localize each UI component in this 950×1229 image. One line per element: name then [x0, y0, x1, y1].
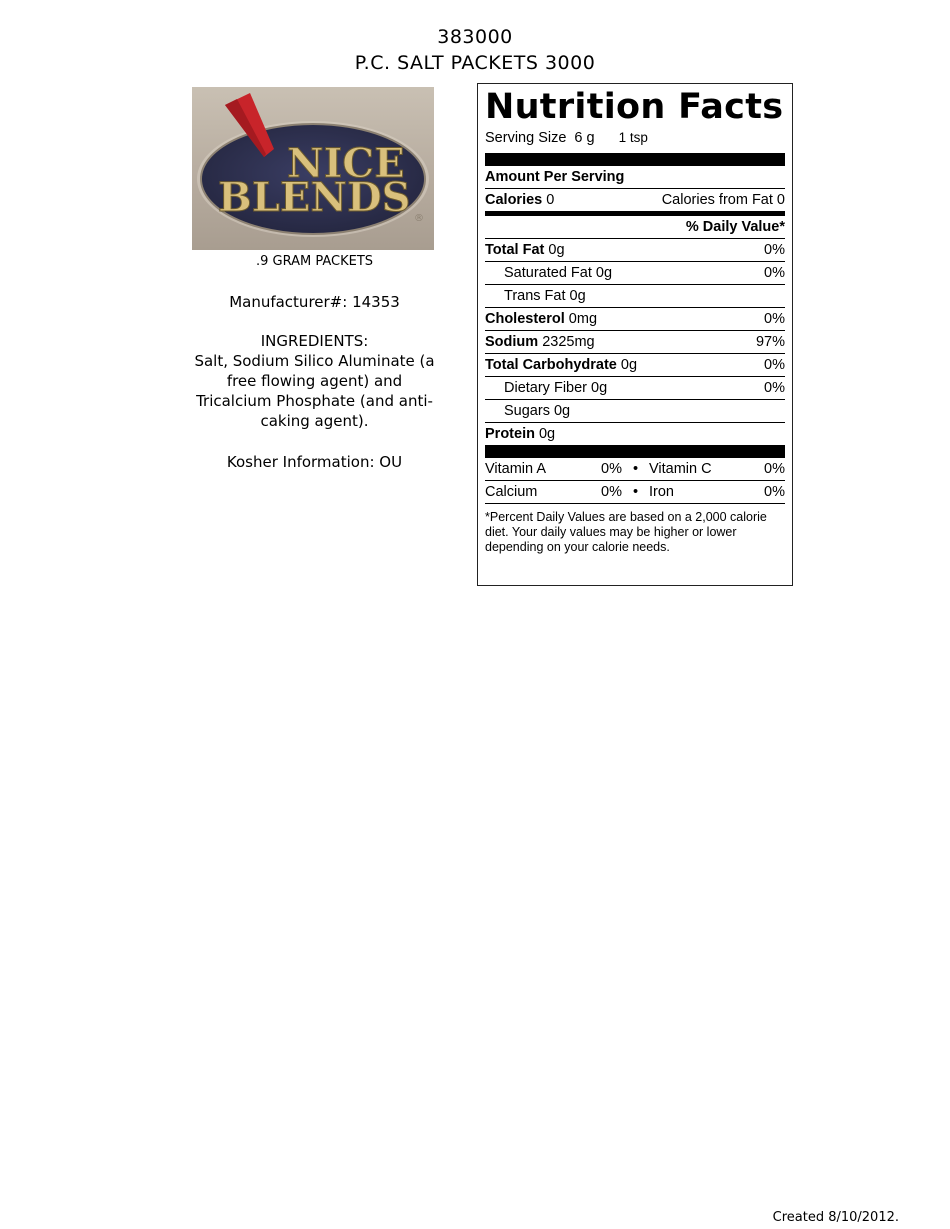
- ingredients-heading: INGREDIENTS:: [260, 332, 369, 350]
- nutrient-daily-value: 0%: [764, 265, 785, 281]
- vitamin-row: [485, 481, 785, 503]
- nutrient-daily-value: 97%: [755, 334, 785, 350]
- logo-text-blends: BLENDS: [218, 174, 411, 221]
- nutrient-row: [485, 400, 785, 422]
- vitamin-daily-value: 0%: [601, 461, 622, 477]
- vitamin-label: Iron: [649, 484, 674, 500]
- nutrition-facts-title: Nutrition Facts: [485, 87, 784, 127]
- ingredients-line: free flowing agent) and: [226, 372, 403, 390]
- nutrient-rows: [485, 238, 785, 445]
- vitamin-rows: [485, 458, 785, 504]
- nutrient-label: Trans Fat: [504, 288, 566, 304]
- nutrient-amount: 0mg: [568, 311, 598, 327]
- nutrient-label: Total Fat: [485, 242, 545, 258]
- nutrient-amount: 0g: [569, 288, 586, 304]
- packet-note: .9 GRAM PACKETS: [255, 254, 374, 269]
- thick-divider: [485, 153, 785, 166]
- ingredients-line: Tricalcium Phosphate (and anti-: [196, 392, 433, 410]
- nutrient-amount: 0g: [548, 242, 565, 258]
- nutrient-row: [485, 308, 785, 330]
- calories-row: [485, 189, 785, 211]
- nutrient-amount: 0g: [595, 265, 613, 281]
- nutrient-row: [485, 239, 785, 261]
- nutrient-amount: 2325mg: [542, 334, 595, 350]
- ingredients-line: Salt, Sodium Silico Aluminate (a: [194, 352, 435, 370]
- nutrient-row: [485, 331, 785, 353]
- nutrient-amount: 0g: [538, 426, 556, 442]
- serving-size-label: Serving Size: [485, 130, 567, 146]
- serving-size-row: [485, 127, 785, 149]
- nutrient-amount: 0g: [591, 380, 608, 396]
- divider: [485, 503, 785, 504]
- nutrient-label: Sodium: [485, 334, 539, 350]
- manufacturer-number: Manufacturer#: 14353: [229, 293, 400, 311]
- nutrient-label: Sugars: [504, 403, 550, 419]
- nutrient-amount: 0g: [553, 403, 571, 419]
- nutrient-label: Cholesterol: [485, 311, 565, 327]
- daily-value-header: % Daily Value*: [685, 219, 785, 235]
- nutrient-label: Dietary Fiber: [504, 380, 587, 396]
- bullet: •: [632, 484, 639, 500]
- nutrient-row: [485, 423, 785, 445]
- nutrient-label: Protein: [485, 426, 535, 442]
- created-date: Created 8/10/2012.: [772, 1210, 899, 1225]
- vitamin-daily-value: 0%: [764, 484, 785, 500]
- ingredients-line: caking agent).: [260, 412, 369, 430]
- nutrient-daily-value: 0%: [764, 242, 785, 258]
- calories-label: Calories: [485, 192, 543, 208]
- vitamin-row: [485, 458, 785, 480]
- nutrition-facts-label: [477, 83, 793, 586]
- document-header: [0, 24, 950, 76]
- product-title: P.C. SALT PACKETS 3000: [354, 52, 596, 74]
- vitamin-label: Vitamin A: [485, 461, 546, 477]
- nutrient-row: [485, 262, 785, 284]
- product-code: 383000: [437, 26, 513, 48]
- registered-mark: ®: [414, 213, 424, 224]
- nutrient-daily-value: 0%: [764, 311, 785, 327]
- logo-text-nice: NICE: [287, 140, 405, 187]
- nutrient-daily-value: 0%: [764, 357, 785, 373]
- nutrient-row: [485, 285, 785, 307]
- ingredients: [182, 331, 447, 431]
- nutrient-label: Total Carbohydrate: [485, 357, 617, 373]
- vitamin-label: Calcium: [485, 484, 538, 500]
- calories-from-fat: Calories from Fat 0: [661, 192, 785, 208]
- serving-size-alt: 1 tsp: [618, 130, 648, 145]
- nutrient-daily-value: 0%: [764, 380, 785, 396]
- calories-value: 0: [546, 192, 555, 208]
- amount-per-serving: Amount Per Serving: [485, 169, 625, 185]
- nutrient-amount: 0g: [620, 357, 638, 373]
- nice-blends-logo: [192, 87, 434, 250]
- vitamin-label: Vitamin C: [649, 461, 712, 477]
- vitamin-daily-value: 0%: [601, 484, 622, 500]
- serving-size-value: 6 g: [574, 130, 595, 146]
- nutrient-label: Saturated Fat: [504, 265, 592, 281]
- daily-value-footnote: *Percent Daily Values are based on a 2,000 calorie diet. Your daily values may be higher or lower depending on your calorie needs.: [485, 510, 767, 554]
- vitamin-daily-value: 0%: [764, 461, 785, 477]
- logo-graphic: [192, 87, 434, 250]
- bullet: •: [632, 461, 639, 477]
- thick-divider: [485, 445, 785, 458]
- nutrient-row: [485, 354, 785, 376]
- nutrient-row: [485, 377, 785, 399]
- kosher-information: Kosher Information: OU: [226, 453, 403, 471]
